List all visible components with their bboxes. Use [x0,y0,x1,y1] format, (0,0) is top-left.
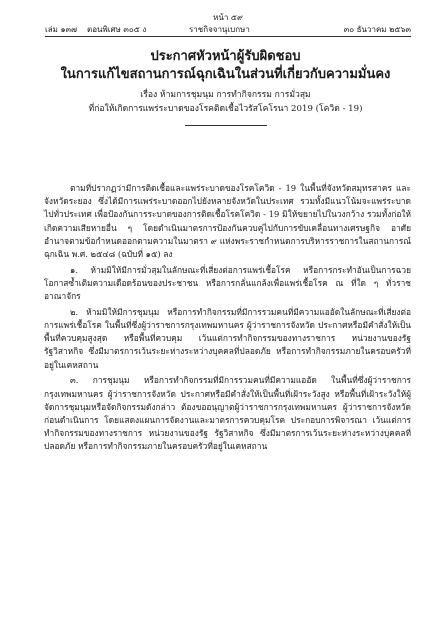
clause-3-paragraph: ๓. การชุมนุม หรือการทำกิจกรรมที่มีการรวมคนที่มีความแออัด ในพื้นที่ซึ่งผู้ว่าราชการกรุงเทพมหานคร ผู้ว่าราชการจังหวัด ประกาศหรือมีคำสั่งให้เป็นพื้นที่เฝ้าระวังสูง หรือพื้นที่เฝ้าระวังให้ผู้จัดการชุมนุมหรือจัดกิจกรรมดังกล่าว ต้องขออนุญาตผู้ว่าราชการกรุงเทพมหานคร ผู้ว่าราชการจังหวัดก่อนดำเนินการ โดยแสดงแผนการจัดงานและมาตรการควบคุมโรค ประกอบการพิจารณา เว้นแต่การทำกิจกรรมของทางราชการ หน่วยงานของรัฐ รัฐวิสาหกิจ ซึ่งมีมาตรการเว้นระยะห่างระหว่างบุคคลที่ปลอดภัย หรือการทำกิจกรรมภายในครอบครัวที่อยู่ในเคหสถาน [44,375,411,452]
page-number: หน้า ๕๙ [213,13,243,22]
header-divider [45,36,411,37]
announcement-heading [40,48,411,126]
announcement-subject-line-2: ที่ก่อให้เกิดการแพร่ระบาดของโรคติดเชื้อไวรัสโคโรนา 2019 (โควิด - 19) [88,104,363,114]
title-divider [185,125,267,126]
announcement-subject-line-1: เรื่อง ห้ามการชุมนุม การทำกิจกรรม การมั่วสุม [140,90,311,100]
clause-1-paragraph: ๑. ห้ามมิให้มีการมั่วสุมในลักษณะที่เสี่ยงต่อการแพร่เชื้อโรค หรือการกระทำอันเป็นการฉวยโอกาสซ้ำเติมความเดือดร้อนของประชาชน หรือการกลั่นแกล้งเพื่อแพร่เชื้อโรค ณ ที่ใด ๆ ทั่วราชอาณาจักร [44,264,411,302]
announcement-body [44,182,411,456]
preamble-paragraph: ตามที่ปรากฏว่ามีการติดเชื้อและแพร่ระบาดของโรคโควิด - 19 ในพื้นที่จังหวัดสมุทรสาคร และจังหวัดระยอง ซึ่งได้มีการแพร่ระบาดออกไปยังหลายจังหวัดในประเทศ รวมทั้งมีแนวโน้มจะแพร่ระบาดไปทั่วประเทศ เพื่อป้องกันการระบาดของการติดเชื้อโรคโควิด - 19 มิให้ขยายไปในวงกว้าง รวมทั้งก่อให้เกิดความเสียหายอื่น ๆ โดยดำเนินมาตรการป้องกันควบคู่ไปกับการขับเคลื่อนทางเศรษฐกิจ อาศัยอำนาจตามข้อกำหนดออกตามความในมาตรา ๙ แห่งพระราชกำหนดการบริหารราชการในสถานการณ์ฉุกเฉิน พ.ศ. ๒๕๔๘ (ฉบับที่ ๑๕) ลง [44,183,411,260]
clause-2-paragraph: ๒. ห้ามมิให้มีการชุมนุม หรือการทำกิจกรรมที่มีการรวมคนที่มีความแออัดในลักษณะที่เสี่ยงต่อการแพร่เชื้อโรค ในพื้นที่ซึ่งผู้ว่าราชการกรุงเทพมหานคร ผู้ว่าราชการจังหวัด ประกาศหรือมีคำสั่งให้เป็นพื้นที่ควบคุมสูงสุด หรือพื้นที่ควบคุม เว้นแต่การทำกิจกรรมของทางราชการ หน่วยงานของรัฐ รัฐวิสาหกิจ ซึ่งมีมาตรการเว้นระยะห่างระหว่างบุคคลที่ปลอดภัย หรือการทำกิจกรรมภายในครอบครัวที่อยู่ในเคหสถาน [44,306,411,370]
announcement-title-line-2: ในการแก้ไขสถานการณ์ฉุกเฉินในส่วนที่เกี่ยวกับความมั่นคง [60,67,391,82]
gazette-name: ราชกิจจานุเบกษา [189,25,250,34]
volume-number: เล่ม ๑๓๗ [45,25,78,34]
gazette-header [45,9,411,43]
special-part: ตอนพิเศษ ๓๐๕ ง [87,25,147,34]
announcement-title-line-1: ประกาศหัวหน้าผู้รับผิดชอบ [150,49,301,64]
publication-date: ๓๐ ธันวาคม ๒๕๖๓ [343,25,411,34]
